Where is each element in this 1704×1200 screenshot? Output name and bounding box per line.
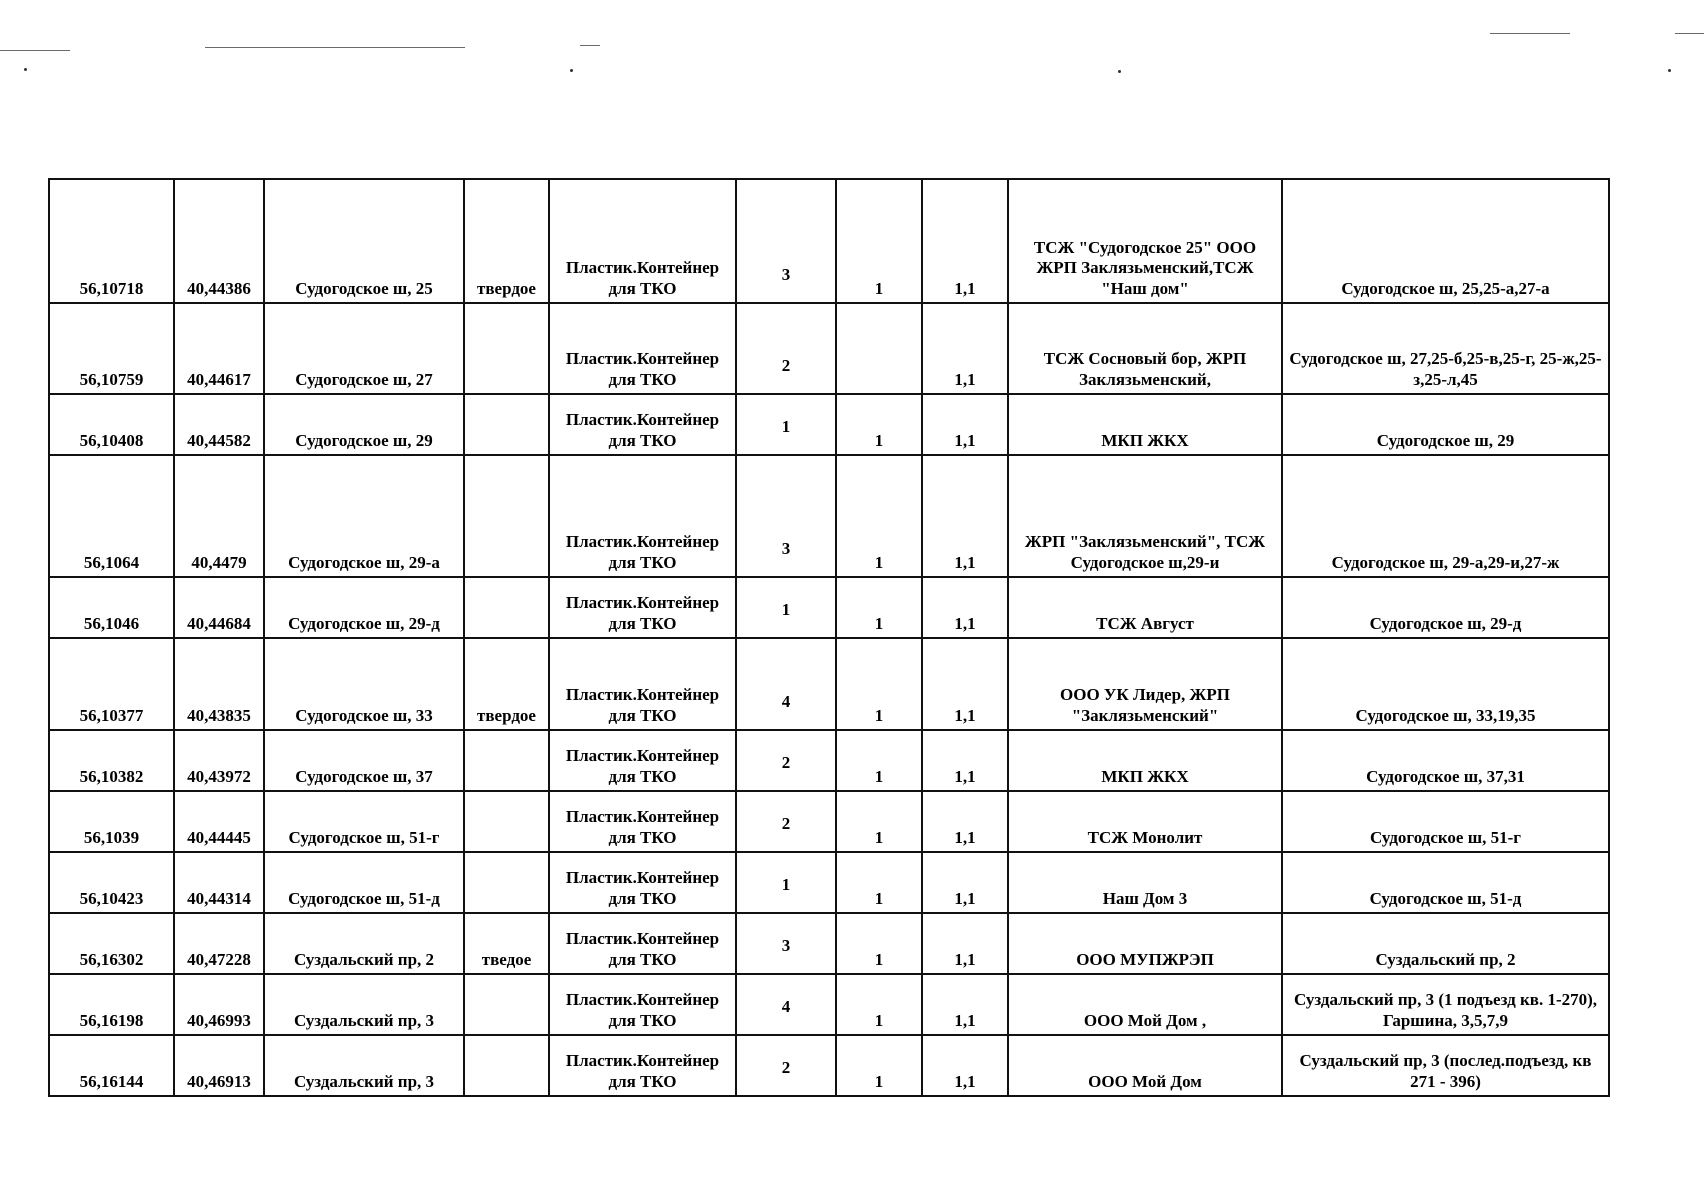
latitude-cell: 56,16198 <box>49 974 174 1035</box>
surface-cell <box>464 730 549 791</box>
container-count-value: 3 <box>781 935 791 955</box>
container-count-cell <box>736 179 836 303</box>
container-count-cell <box>736 394 836 455</box>
scan-artifact-dot <box>1118 70 1121 73</box>
longitude-cell: 40,44314 <box>174 852 264 913</box>
latitude-cell: 56,1064 <box>49 455 174 577</box>
surface-cell <box>464 852 549 913</box>
container-count-cell <box>736 913 836 974</box>
container-type-cell: Пластик.Контейнер для ТКО <box>549 730 736 791</box>
latitude-cell: 56,10759 <box>49 303 174 394</box>
surface-cell: твердое <box>464 638 549 730</box>
count-cell: 1 <box>836 913 922 974</box>
volume-cell: 1,1 <box>922 303 1008 394</box>
owner-cell: ООО МУПЖРЭП <box>1008 913 1282 974</box>
latitude-cell: 56,16302 <box>49 913 174 974</box>
container-count-value: 1 <box>781 874 791 894</box>
count-cell: 1 <box>836 852 922 913</box>
volume-cell: 1,1 <box>922 577 1008 638</box>
served-addresses-cell: Судогодское ш, 29 <box>1282 394 1609 455</box>
scan-artifact-line <box>580 45 600 46</box>
surface-cell <box>464 394 549 455</box>
container-count-cell <box>736 852 836 913</box>
surface-cell <box>464 791 549 852</box>
table-row <box>49 852 1609 913</box>
container-count-value: 2 <box>781 752 791 772</box>
longitude-cell: 40,44445 <box>174 791 264 852</box>
owner-cell: ЖРП "Заклязьменский", ТСЖ Судогодское ш,29-и <box>1008 455 1282 577</box>
address-cell: Судогодское ш, 25 <box>264 179 464 303</box>
count-cell: 1 <box>836 974 922 1035</box>
container-count-value: 2 <box>781 1057 791 1077</box>
address-cell: Судогодское ш, 29-д <box>264 577 464 638</box>
container-count-value: 1 <box>781 416 791 436</box>
table-row <box>49 303 1609 394</box>
table-row <box>49 974 1609 1035</box>
container-count-cell <box>736 1035 836 1096</box>
owner-cell: ТСЖ Монолит <box>1008 791 1282 852</box>
volume-cell: 1,1 <box>922 791 1008 852</box>
container-type-cell: Пластик.Контейнер для ТКО <box>549 974 736 1035</box>
longitude-cell: 40,43835 <box>174 638 264 730</box>
table-row <box>49 913 1609 974</box>
address-cell: Судогодское ш, 37 <box>264 730 464 791</box>
address-cell: Суздальский пр, 2 <box>264 913 464 974</box>
container-type-cell: Пластик.Контейнер для ТКО <box>549 638 736 730</box>
container-count-value: 1 <box>781 599 791 619</box>
served-addresses-cell: Судогодское ш, 27,25-б,25-в,25-г, 25-ж,25-з,25-л,45 <box>1282 303 1609 394</box>
surface-cell: твердое <box>464 179 549 303</box>
container-type-cell: Пластик.Контейнер для ТКО <box>549 455 736 577</box>
owner-cell: ТСЖ Август <box>1008 577 1282 638</box>
address-cell: Судогодское ш, 29 <box>264 394 464 455</box>
scan-artifact-line <box>1490 33 1570 34</box>
address-cell: Судогодское ш, 27 <box>264 303 464 394</box>
container-count-value: 4 <box>781 996 791 1016</box>
count-cell <box>836 303 922 394</box>
longitude-cell: 40,43972 <box>174 730 264 791</box>
scan-artifact-dot <box>24 68 27 71</box>
container-type-cell: Пластик.Контейнер для ТКО <box>549 791 736 852</box>
latitude-cell: 56,10423 <box>49 852 174 913</box>
container-type-cell: Пластик.Контейнер для ТКО <box>549 1035 736 1096</box>
count-cell: 1 <box>836 455 922 577</box>
count-cell: 1 <box>836 638 922 730</box>
container-count-cell <box>736 791 836 852</box>
scan-artifact-dot <box>1668 69 1671 72</box>
table-row <box>49 1035 1609 1096</box>
container-count-cell <box>736 577 836 638</box>
count-cell: 1 <box>836 394 922 455</box>
owner-cell: МКП ЖКХ <box>1008 394 1282 455</box>
container-count-cell <box>736 455 836 577</box>
surface-cell <box>464 455 549 577</box>
volume-cell: 1,1 <box>922 913 1008 974</box>
served-addresses-cell: Судогодское ш, 51-г <box>1282 791 1609 852</box>
table-row <box>49 394 1609 455</box>
address-cell: Судогодское ш, 29-а <box>264 455 464 577</box>
longitude-cell: 40,44684 <box>174 577 264 638</box>
count-cell: 1 <box>836 791 922 852</box>
container-count-cell <box>736 730 836 791</box>
longitude-cell: 40,46913 <box>174 1035 264 1096</box>
served-addresses-cell: Судогодское ш, 29-а,29-и,27-ж <box>1282 455 1609 577</box>
volume-cell: 1,1 <box>922 1035 1008 1096</box>
container-count-value: 2 <box>781 813 791 833</box>
served-addresses-cell: Суздальский пр, 3 (послед.подъезд, кв 271 - 396) <box>1282 1035 1609 1096</box>
longitude-cell: 40,46993 <box>174 974 264 1035</box>
surface-cell <box>464 1035 549 1096</box>
container-count-value: 2 <box>781 355 791 375</box>
owner-cell: ТСЖ Сосновый бор, ЖРП Заклязьменский, <box>1008 303 1282 394</box>
scan-artifact-line <box>0 50 70 51</box>
surface-cell <box>464 974 549 1035</box>
surface-cell <box>464 577 549 638</box>
container-type-cell: Пластик.Контейнер для ТКО <box>549 394 736 455</box>
address-cell: Судогодское ш, 51-д <box>264 852 464 913</box>
count-cell: 1 <box>836 179 922 303</box>
container-type-cell: Пластик.Контейнер для ТКО <box>549 303 736 394</box>
served-addresses-cell: Судогодское ш, 29-д <box>1282 577 1609 638</box>
longitude-cell: 40,44617 <box>174 303 264 394</box>
address-cell: Судогодское ш, 51-г <box>264 791 464 852</box>
served-addresses-cell: Судогодское ш, 37,31 <box>1282 730 1609 791</box>
count-cell: 1 <box>836 1035 922 1096</box>
latitude-cell: 56,10382 <box>49 730 174 791</box>
latitude-cell: 56,16144 <box>49 1035 174 1096</box>
surface-cell <box>464 303 549 394</box>
container-type-cell: Пластик.Контейнер для ТКО <box>549 913 736 974</box>
table-row <box>49 577 1609 638</box>
container-count-cell <box>736 638 836 730</box>
owner-cell: ООО Мой Дом , <box>1008 974 1282 1035</box>
volume-cell: 1,1 <box>922 179 1008 303</box>
latitude-cell: 56,1039 <box>49 791 174 852</box>
latitude-cell: 56,10377 <box>49 638 174 730</box>
longitude-cell: 40,44386 <box>174 179 264 303</box>
table-row <box>49 179 1609 303</box>
served-addresses-cell: Судогодское ш, 33,19,35 <box>1282 638 1609 730</box>
longitude-cell: 40,44582 <box>174 394 264 455</box>
volume-cell: 1,1 <box>922 974 1008 1035</box>
served-addresses-cell: Судогодское ш, 51-д <box>1282 852 1609 913</box>
container-count-cell <box>736 303 836 394</box>
served-addresses-cell: Суздальский пр, 2 <box>1282 913 1609 974</box>
volume-cell: 1,1 <box>922 730 1008 791</box>
count-cell: 1 <box>836 730 922 791</box>
owner-cell: ТСЖ "Судогодское 25" ООО ЖРП Заклязьменский,ТСЖ "Наш дом" <box>1008 179 1282 303</box>
count-cell: 1 <box>836 577 922 638</box>
table-row <box>49 730 1609 791</box>
container-type-cell: Пластик.Контейнер для ТКО <box>549 179 736 303</box>
surface-cell: тведое <box>464 913 549 974</box>
container-type-cell: Пластик.Контейнер для ТКО <box>549 852 736 913</box>
volume-cell: 1,1 <box>922 852 1008 913</box>
table-row <box>49 455 1609 577</box>
served-addresses-cell: Суздальский пр, 3 (1 подъезд кв. 1-270), Гаршина, 3,5,7,9 <box>1282 974 1609 1035</box>
table-row <box>49 638 1609 730</box>
scan-artifact-line <box>205 47 465 48</box>
owner-cell: ООО Мой Дом <box>1008 1035 1282 1096</box>
container-count-value: 4 <box>781 691 791 711</box>
longitude-cell: 40,47228 <box>174 913 264 974</box>
address-cell: Суздальский пр, 3 <box>264 974 464 1035</box>
container-count-value: 3 <box>781 538 791 558</box>
address-cell: Судогодское ш, 33 <box>264 638 464 730</box>
table-body <box>49 179 1609 1096</box>
latitude-cell: 56,1046 <box>49 577 174 638</box>
scan-artifact-dot <box>570 69 573 72</box>
served-addresses-cell: Судогодское ш, 25,25-а,27-а <box>1282 179 1609 303</box>
scan-artifact-line <box>1675 33 1704 34</box>
container-count-value: 3 <box>781 264 791 284</box>
owner-cell: Наш Дом 3 <box>1008 852 1282 913</box>
owner-cell: ООО УК Лидер, ЖРП "Заклязьменский" <box>1008 638 1282 730</box>
latitude-cell: 56,10408 <box>49 394 174 455</box>
container-type-cell: Пластик.Контейнер для ТКО <box>549 577 736 638</box>
container-count-cell <box>736 974 836 1035</box>
table-row <box>49 791 1609 852</box>
owner-cell: МКП ЖКХ <box>1008 730 1282 791</box>
container-sites-table <box>48 178 1610 1097</box>
address-cell: Суздальский пр, 3 <box>264 1035 464 1096</box>
volume-cell: 1,1 <box>922 394 1008 455</box>
latitude-cell: 56,10718 <box>49 179 174 303</box>
volume-cell: 1,1 <box>922 638 1008 730</box>
longitude-cell: 40,4479 <box>174 455 264 577</box>
volume-cell: 1,1 <box>922 455 1008 577</box>
